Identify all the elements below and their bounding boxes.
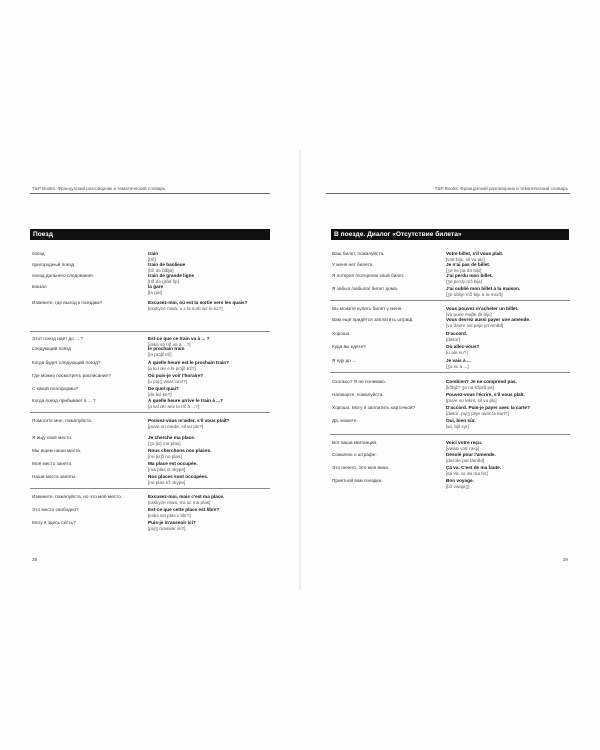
french-phrase: Combien? Je ne comprend pas.	[446, 379, 517, 384]
french-phrase: Bon voyage.	[446, 478, 474, 483]
french-translation	[148, 474, 270, 486]
transcription: [trɛ̃ də grɑ̃d liɲ]	[148, 279, 179, 285]
french-translation	[148, 346, 270, 358]
transcription: [a kɛl œr ariv lə trɛ̃ a ...?]	[148, 404, 200, 410]
french-phrase: D'accord. Puis-je payer avec la carte?	[446, 405, 530, 410]
transcription: [vu dəvre osi peje yn amɑ̃d]	[446, 323, 504, 329]
transcription: [dezɔle pur lamɑ̃d]	[446, 458, 485, 464]
french-phrase: Puis-je m'asseoir ici?	[148, 520, 196, 525]
transcription: [dakɔr]	[446, 337, 461, 343]
russian-phrase: Вот ваша квитанция.	[332, 440, 378, 445]
transcription: [nu ʃɛrʃɔ̃ no plas]	[148, 454, 182, 460]
russian-phrase: Когда поезд прибывает в ... ?	[32, 398, 96, 403]
french-translation	[446, 379, 568, 391]
russian-phrase: Сколько? Я не понимаю.	[332, 379, 386, 384]
transcription: [vu puve maʃte œ̃ bijɛ]	[446, 312, 492, 318]
transcription: [pɥiʒ maswar isi?]	[148, 526, 186, 532]
french-translation	[148, 386, 270, 398]
french-translation	[148, 398, 270, 410]
russian-phrase: поезд	[32, 251, 45, 256]
transcription: [lə prɔʃɛ̃ trɛ̃]	[148, 352, 172, 358]
russian-phrase: Ваш билет, пожалуйста.	[332, 251, 385, 256]
french-translation	[446, 478, 568, 490]
group-separator	[30, 488, 270, 489]
french-phrase: Je n'ai pas de billet.	[446, 262, 491, 267]
french-translation	[446, 286, 568, 298]
russian-phrase: Я забыл /забыла/ билет дома.	[332, 286, 399, 291]
russian-phrase: Куда вы едете?	[332, 344, 366, 349]
french-translation	[148, 418, 270, 430]
running-head: T&P Books. Французский разговорник и тематический словарь	[434, 186, 568, 191]
russian-phrase: Хорошо. Могу я заплатить карточкой?	[332, 405, 416, 410]
page-number: 28	[32, 557, 38, 562]
french-phrase: Voici votre reçu.	[446, 440, 483, 445]
french-translation	[446, 392, 568, 404]
french-phrase: D'accord.	[446, 331, 468, 336]
russian-phrase: Я еду до ...	[332, 358, 357, 363]
french-phrase: Où allez-vous?	[446, 344, 480, 349]
french-phrase: J'ai perdu mon billet.	[446, 273, 493, 278]
transcription: [dakɔr. pɥiʒ peje avɛk la kart?]	[446, 411, 509, 417]
french-translation	[446, 440, 568, 452]
running-head: T&P Books. Французский разговорник и тематический словарь	[32, 186, 166, 191]
french-phrase: Je cherche ma place.	[148, 435, 196, 440]
french-translation	[446, 317, 568, 329]
french-translation	[148, 435, 270, 447]
russian-phrase: поезд дальнего следования	[32, 273, 93, 278]
french-phrase: Ça va. C'est de ma faute.	[446, 465, 502, 470]
russian-phrase: Когда будет следующий поезд?	[32, 360, 101, 365]
group-separator	[330, 300, 570, 301]
french-phrase: Où puis-je voir l'horaire?	[148, 373, 204, 378]
french-phrase: À quelle heure arrive le train à ...?	[148, 398, 224, 403]
french-translation	[148, 284, 270, 296]
french-translation	[148, 461, 270, 473]
french-phrase: Vous devrez aussi payer une amende.	[446, 317, 531, 322]
russian-phrase: вокзал	[32, 284, 47, 289]
french-translation	[446, 465, 568, 477]
french-phrase: Pouvez-vous m'aider, s'il vous plaît?	[148, 418, 230, 423]
french-translation	[446, 405, 568, 417]
russian-phrase: Наши места заняты.	[32, 474, 77, 479]
transcription: [no plas sɔ̃ ɔkype]	[148, 480, 186, 486]
russian-phrase: Это ничего. Это моя вина.	[332, 465, 390, 470]
french-translation	[446, 418, 568, 430]
transcription: [u ale vu?]	[446, 350, 468, 356]
right-page	[300, 0, 600, 750]
russian-phrase: Вы можете купить билет у меня.	[332, 306, 403, 311]
french-translation	[446, 344, 568, 356]
transcription: [kɔ̃bjɛ̃? ʒə nə kɔ̃prɑ̃ pa]	[446, 385, 494, 391]
french-phrase: Ma place est occupée.	[148, 461, 198, 466]
french-phrase: Pouvez-vous l'écrire, s'il vous plaît.	[446, 392, 525, 397]
section-title: Поезд	[30, 229, 270, 240]
french-translation	[148, 448, 270, 460]
russian-phrase: Да, можете.	[332, 418, 358, 423]
transcription: [trɛ̃]	[148, 257, 156, 263]
transcription: [puve vu lekrir, sil vu plɛ]	[446, 398, 497, 404]
russian-phrase: Где можно посмотреть расписание?	[32, 373, 111, 378]
french-translation	[446, 273, 568, 285]
group-separator	[30, 412, 270, 413]
french-phrase: Oui, bien sûr.	[446, 418, 476, 423]
transcription: [ʒə ne pa də bijɛ]	[446, 268, 482, 274]
russian-phrase: Это место свободно?	[32, 507, 79, 512]
french-translation	[446, 358, 568, 370]
russian-phrase: Могу я здесь сесть?	[32, 520, 76, 525]
french-phrase: train de grande ligne	[148, 273, 195, 278]
russian-phrase: следующий поезд	[32, 346, 72, 351]
french-translation	[148, 373, 270, 385]
russian-phrase: Мы ищем наши места.	[32, 448, 82, 453]
french-phrase: Est-ce que cette place est libre?	[148, 507, 220, 512]
french-phrase: Est-ce que ce train va à ... ?	[148, 336, 210, 341]
russian-phrase: С какой платформы?	[32, 386, 79, 391]
transcription: [ʒe pɛrdy mɔ̃ bijɛ]	[446, 279, 483, 285]
transcription: [a kɛl œr ɛ lə prɔʃɛ̃ trɛ̃?]	[148, 366, 196, 372]
french-phrase: À quelle heure est le prochain train?	[148, 360, 230, 365]
french-phrase: Excusez-moi, où est la sortie vers les quais?	[148, 300, 248, 305]
french-phrase: le prochain train	[148, 346, 185, 351]
header-rule	[326, 193, 570, 194]
transcription: [vwasi vɔtr rəsy]	[446, 446, 480, 452]
transcription: [də kɛl ke?]	[148, 392, 172, 398]
french-translation	[446, 331, 568, 343]
transcription: [ɛskə sɛt plas ɛ libr?]	[148, 513, 191, 519]
french-phrase: De quel quai?	[148, 386, 179, 391]
french-phrase: la gare	[148, 284, 164, 289]
transcription: [trɛ̃ də bɑ̃ljø]	[148, 268, 174, 274]
page-number: 29	[562, 557, 568, 562]
transcription: [la gar]	[148, 290, 163, 296]
french-phrase: Votre billet, s'il vous plaît.	[446, 251, 504, 256]
french-translation	[148, 520, 270, 532]
russian-phrase: Напишите, пожалуйста.	[332, 392, 384, 397]
french-phrase: Nous cherchons nos places.	[148, 448, 212, 453]
russian-phrase: Моё место занято.	[32, 461, 73, 466]
transcription: [ɛkskyze mwa, u ɛ la sɔrti vɛr le kɛ?]	[148, 306, 223, 312]
transcription: [ʒə vɛ a ...]	[446, 364, 469, 370]
french-translation	[446, 452, 568, 464]
transcription: [ma plas ɛt ɔkype]	[148, 467, 186, 473]
russian-phrase: Вам ещё придётся заплатить штраф.	[332, 317, 414, 322]
french-phrase: Désolé pour l'amende.	[446, 452, 496, 457]
french-translation	[148, 300, 270, 312]
french-translation	[148, 494, 270, 506]
header-rule	[30, 193, 270, 194]
russian-phrase: Этот поезд идёт до ... ?	[32, 336, 84, 341]
russian-phrase: пригородный поезд	[32, 262, 75, 267]
russian-phrase: Хорошо.	[332, 331, 351, 336]
russian-phrase: Сожалею о штрафе.	[332, 452, 377, 457]
transcription: [ʒə ʃɛrʃ ma plas]	[148, 441, 181, 447]
french-translation	[148, 507, 270, 519]
group-separator	[330, 434, 570, 435]
section-title: В поезде. Диалог «Отсутствие билета»	[331, 229, 569, 240]
french-phrase: J'ai oublié mon billet à la maison.	[446, 286, 521, 291]
french-translation	[148, 360, 270, 372]
russian-phrase: У меня нет билета.	[332, 262, 374, 267]
russian-phrase: Извините, пожалуйста, но это моё место.	[32, 494, 123, 499]
group-separator	[30, 331, 270, 332]
transcription: [vɔtr bijɛ, sil vu plɛ]	[446, 257, 485, 263]
russian-phrase: Помогите мне, пожалуйста.	[32, 418, 93, 423]
transcription: [wi, bjɛ̃ syr]	[446, 424, 469, 430]
transcription: [ɛkskyze mwa, mɛ sɛ ma plas]	[148, 500, 211, 506]
french-phrase: Excusez-moi, mais c'est ma place.	[148, 494, 225, 499]
transcription: [sa va. sɛ də ma fot]	[446, 471, 488, 477]
french-phrase: Nos places sont occupées.	[148, 474, 209, 479]
russian-phrase: Я ищу своё место.	[32, 435, 73, 440]
french-phrase: Vous pouvez m'acheter un billet.	[446, 306, 519, 311]
french-phrase: train de banlieue	[148, 262, 186, 267]
russian-phrase: Извините, где выход к поездам?	[32, 300, 103, 305]
french-phrase: Je vais à ...	[446, 358, 471, 363]
russian-phrase: Приятной вам поездки.	[332, 478, 383, 483]
russian-phrase: Я потерял /потеряла/ свой билет.	[332, 273, 405, 278]
transcription: [puve vu mede, sil vu plɛ?]	[148, 424, 204, 430]
group-separator	[330, 372, 570, 373]
transcription: [ʒe ublije mɔ̃ bijɛ a la mɛzɔ̃]	[446, 292, 503, 298]
french-phrase: train	[148, 251, 159, 256]
transcription: [bɔ̃ vwajaʒ]	[446, 484, 470, 490]
transcription: [u pɥiʒ vwar lɔrɛr?]	[148, 379, 188, 385]
transcription: [ɛskə sə trɛ̃ va a ...?]	[148, 342, 191, 348]
